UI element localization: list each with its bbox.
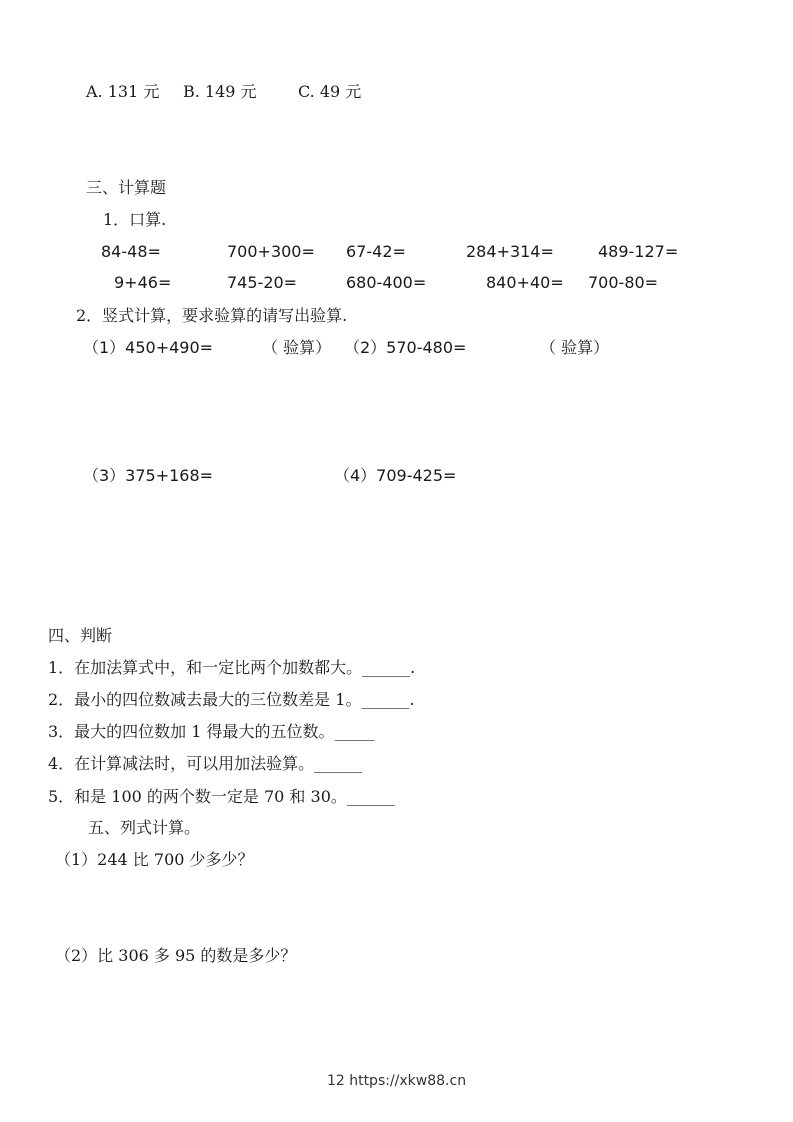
vertical-check1: （ 验算） bbox=[262, 338, 332, 357]
choice-b: B. 149 元 bbox=[183, 82, 257, 101]
oral-r2-c5: 700-80= bbox=[588, 273, 659, 292]
vertical-q2: （2）570-480= bbox=[344, 338, 467, 357]
judge-item-1: 1．在加法算式中，和一定比两个加数都大。______. bbox=[48, 658, 416, 677]
choice-a: A. 131 元 bbox=[86, 82, 160, 101]
vertical-q3: （3）375+168= bbox=[83, 466, 214, 485]
judge-item-3: 3．最大的四位数加 1 得最大的五位数。_____ bbox=[48, 722, 375, 741]
vertical-check2: （ 验算） bbox=[540, 338, 610, 357]
oral-r1-c3: 67-42= bbox=[346, 242, 406, 261]
vertical-q1: （1）450+490= bbox=[83, 338, 214, 357]
choice-c: C. 49 元 bbox=[298, 82, 362, 101]
oral-r2-c1: 9+46= bbox=[114, 273, 172, 292]
section3-title: 三、计算题 bbox=[86, 178, 167, 197]
oral-r1-c4: 284+314= bbox=[466, 242, 554, 261]
oral-r2-c3: 680-400= bbox=[346, 273, 427, 292]
expr-q1: （1）244 比 700 少多少？ bbox=[55, 850, 254, 869]
judge-item-4: 4．在计算减法时，可以用加法验算。______ bbox=[48, 754, 363, 773]
expr-q2: （2）比 306 多 95 的数是多少？ bbox=[55, 946, 297, 965]
vertical-q4: （4）709-425= bbox=[334, 466, 457, 485]
page-footer: 12 https://xkw88.cn bbox=[326, 1073, 467, 1089]
judge-item-5: 5．和是 100 的两个数一定是 70 和 30。______ bbox=[48, 787, 395, 806]
vertical-title: 2．竖式计算，要求验算的请写出验算. bbox=[76, 306, 348, 325]
oral-r1-c5: 489-127= bbox=[598, 242, 679, 261]
judge-item-2: 2．最小的四位数减去最大的三位数差是 1。______. bbox=[48, 690, 415, 709]
oral-r1-c2: 700+300= bbox=[227, 242, 315, 261]
section4-title: 四、判断 bbox=[48, 626, 113, 645]
section5-title: 五、列式计算。 bbox=[88, 818, 201, 837]
oral-r2-c4: 840+40= bbox=[486, 273, 564, 292]
oral-r2-c2: 745-20= bbox=[227, 273, 298, 292]
oral-title: 1．口算. bbox=[103, 210, 167, 229]
oral-r1-c1: 84-48= bbox=[101, 242, 161, 261]
